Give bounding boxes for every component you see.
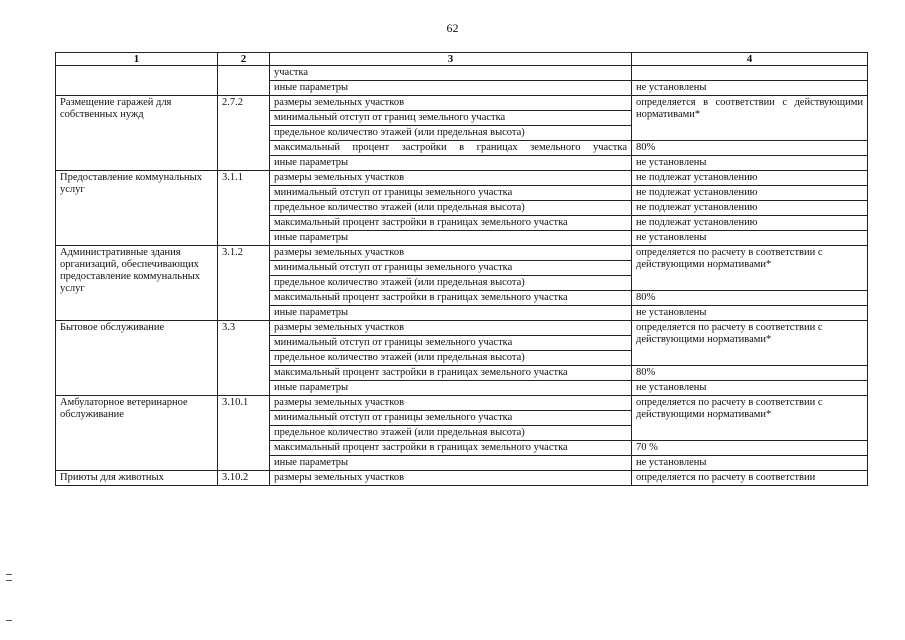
- table-row: [56, 66, 868, 81]
- value-cell: не установлены: [632, 81, 868, 96]
- code-cell: [218, 66, 270, 96]
- parameter-cell: иные параметры: [270, 156, 632, 171]
- code-cell: 3.1.1: [218, 171, 270, 246]
- parameter-cell: иные параметры: [270, 231, 632, 246]
- margin-tick-mark: [6, 620, 12, 621]
- parameter-cell: минимальный отступ от границы земельного участка: [270, 261, 632, 276]
- table-row: [56, 171, 868, 186]
- parameter-cell: иные параметры: [270, 81, 632, 96]
- parameter-cell: предельное количество этажей (или предельная высота): [270, 426, 632, 441]
- parameter-cell: максимальный процент застройки в границах земельного участка: [270, 441, 632, 456]
- parameter-cell: предельное количество этажей (или предельная высота): [270, 201, 632, 216]
- value-cell: не подлежат установлению: [632, 216, 868, 231]
- parameter-cell: минимальный отступ от границы земельного участка: [270, 411, 632, 426]
- value-cell: не подлежат установлению: [632, 201, 868, 216]
- parameter-cell: предельное количество этажей (или предельная высота): [270, 276, 632, 291]
- parameter-cell: размеры земельных участков: [270, 246, 632, 261]
- value-cell: не установлены: [632, 156, 868, 171]
- parameter-cell: иные параметры: [270, 456, 632, 471]
- value-cell: не установлены: [632, 381, 868, 396]
- use-type-cell: [56, 66, 218, 96]
- parameter-cell: размеры земельных участков: [270, 471, 632, 486]
- table-row: [56, 96, 868, 111]
- parameter-cell: участка: [270, 66, 632, 81]
- column-header: 4: [632, 53, 868, 66]
- page-number: 62: [446, 21, 459, 35]
- value-cell: [632, 66, 868, 81]
- parameter-cell: максимальный процент застройки в границах земельного участка: [270, 216, 632, 231]
- margin-tick-mark: [6, 580, 12, 581]
- parameter-cell: иные параметры: [270, 381, 632, 396]
- code-cell: 2.7.2: [218, 96, 270, 171]
- parameter-cell: размеры земельных участков: [270, 396, 632, 411]
- value-cell: не установлены: [632, 306, 868, 321]
- table-header-row: [56, 53, 868, 66]
- value-cell: не установлены: [632, 231, 868, 246]
- margin-tick-mark: [6, 574, 12, 575]
- column-header: 2: [218, 53, 270, 66]
- use-type-cell: Приюты для животных: [56, 471, 218, 486]
- code-cell: 3.1.2: [218, 246, 270, 321]
- table-row: [56, 471, 868, 486]
- parameter-cell: предельное количество этажей (или предельная высота): [270, 126, 632, 141]
- table-row: [56, 246, 868, 261]
- value-cell: определяется по расчету в соответствии с действующими нормативами*: [632, 246, 868, 291]
- parameter-cell: размеры земельных участков: [270, 96, 632, 111]
- parameter-cell: размеры земельных участков: [270, 171, 632, 186]
- value-cell: определяется по расчету в соответствии: [632, 471, 868, 486]
- regulations-table: [55, 52, 868, 486]
- code-cell: 3.10.2: [218, 471, 270, 486]
- table-row: [56, 321, 868, 336]
- parameter-cell: минимальный отступ от границ земельного участка: [270, 111, 632, 126]
- value-cell: определяется по расчету в соответствии с действующими нормативами*: [632, 321, 868, 366]
- use-type-cell: Административные здания организаций, обеспечивающих предоставление коммунальных услуг: [56, 246, 218, 321]
- code-cell: 3.10.1: [218, 396, 270, 471]
- parameter-cell: предельное количество этажей (или предельная высота): [270, 351, 632, 366]
- parameter-cell: иные параметры: [270, 306, 632, 321]
- value-cell: определяется по расчету в соответствии с действующими нормативами*: [632, 396, 868, 441]
- parameter-cell: максимальный процент застройки в границах земельного участка: [270, 291, 632, 306]
- code-cell: 3.3: [218, 321, 270, 396]
- value-cell: не установлены: [632, 456, 868, 471]
- use-type-cell: Бытовое обслуживание: [56, 321, 218, 396]
- parameter-cell: размеры земельных участков: [270, 321, 632, 336]
- parameter-cell: максимальный процент застройки в границах земельного участка: [270, 141, 632, 156]
- value-cell: 70 %: [632, 441, 868, 456]
- value-cell: 80%: [632, 291, 868, 306]
- parameter-cell: максимальный процент застройки в границах земельного участка: [270, 366, 632, 381]
- parameter-cell: минимальный отступ от границы земельного участка: [270, 336, 632, 351]
- table-row: [56, 396, 868, 411]
- column-header: 3: [270, 53, 632, 66]
- column-header: 1: [56, 53, 218, 66]
- parameter-cell: минимальный отступ от границы земельного участка: [270, 186, 632, 201]
- value-cell: определяется в соответствии с действующими нормативами*: [632, 96, 868, 141]
- use-type-cell: Амбулаторное ветеринарное обслуживание: [56, 396, 218, 471]
- value-cell: 80%: [632, 366, 868, 381]
- value-cell: 80%: [632, 141, 868, 156]
- use-type-cell: Предоставление коммунальных услуг: [56, 171, 218, 246]
- value-cell: не подлежат установлению: [632, 186, 868, 201]
- value-cell: не подлежат установлению: [632, 171, 868, 186]
- use-type-cell: Размещение гаражей для собственных нужд: [56, 96, 218, 171]
